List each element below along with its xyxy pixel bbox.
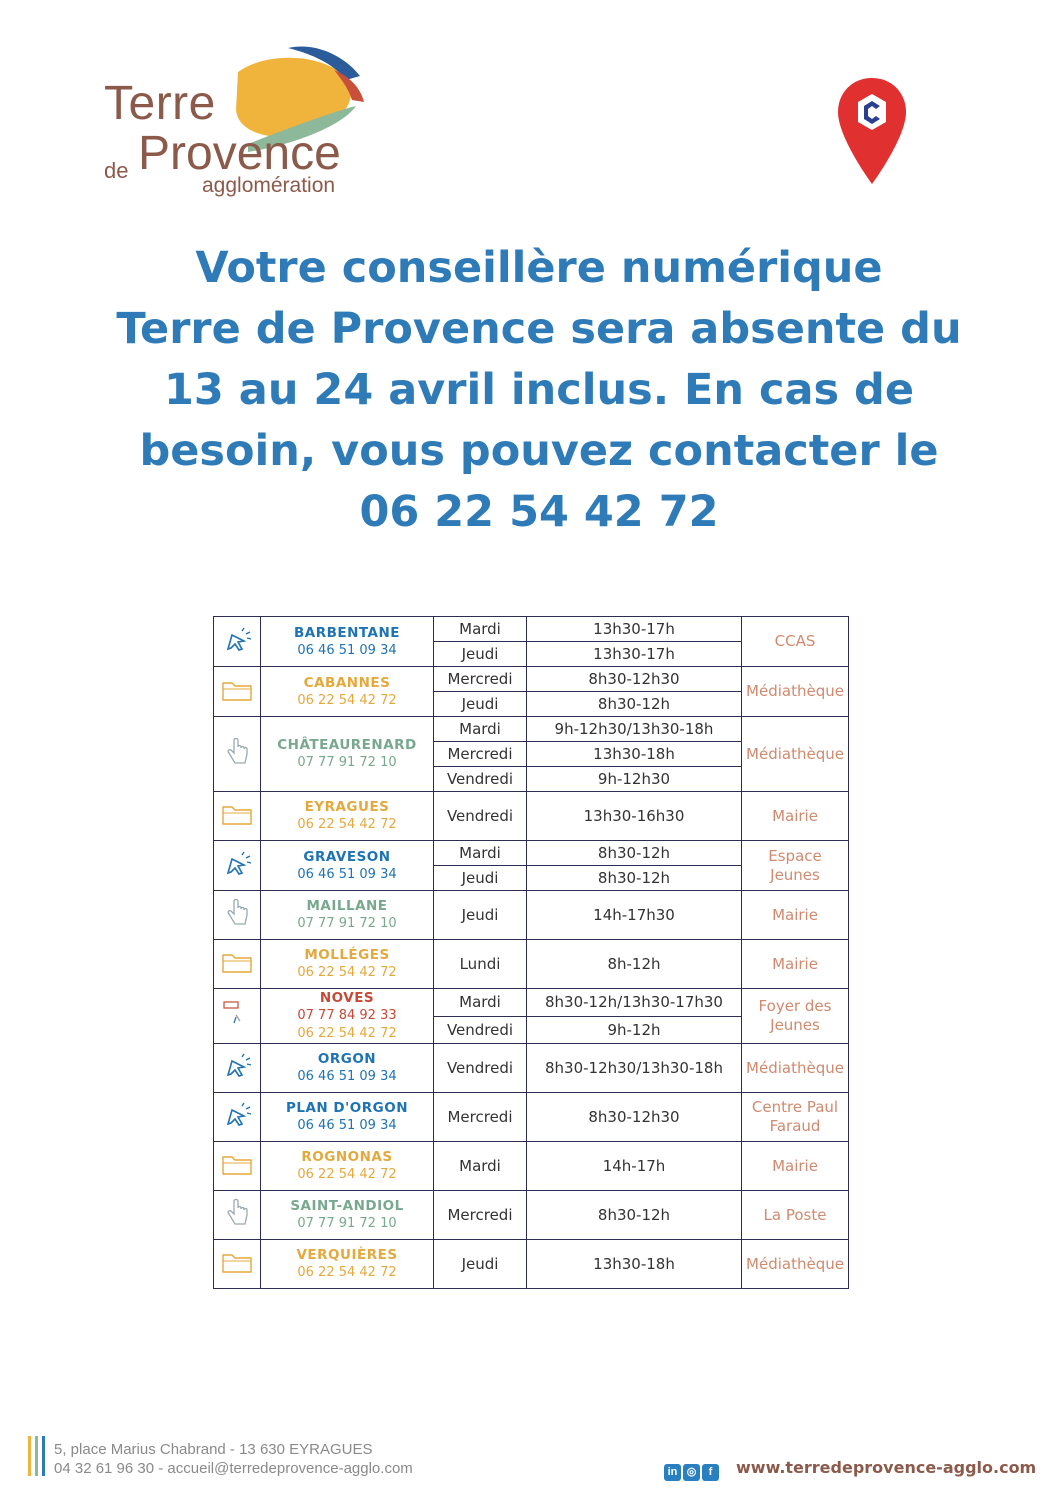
town-name: NOVES [319,990,375,1006]
location-cell: Médiathèque [742,717,849,792]
location-cell: Mairie [742,940,849,989]
town-icon-cell [214,1240,261,1289]
hours-cell: 9h-12h30 [527,767,742,792]
town-cell [261,792,434,841]
town-name: VERQUIÈRES [296,1247,398,1263]
footer-address: 5, place Marius Chabrand - 13 630 EYRAGUES [54,1441,373,1458]
town-name: CHÂTEAURENARD [277,737,417,753]
day-cell: Vendredi [434,792,527,841]
schedule-table [213,616,849,1289]
terre-de-provence-logo [98,40,408,200]
location-cell: Mairie [742,792,849,841]
town-name: ROGNONAS [301,1149,393,1165]
town-phone: 07 77 91 72 10 [297,916,397,931]
website-link[interactable]: www.terredeprovence-agglo.com [736,1458,1037,1477]
hours-cell: 9h-12h [527,1016,742,1044]
logo-provence: Provence [138,127,341,180]
table-row [214,841,849,866]
day-cell: Vendredi [434,1044,527,1093]
town-name: EYRAGUES [304,799,390,815]
town-phone: 06 22 54 42 72 [297,692,397,708]
table-row [214,717,849,742]
town-icon-cell [214,1093,261,1142]
location-cell: CCAS [742,617,849,667]
footer-bars-icon [26,1436,48,1476]
day-cell: Mercredi [434,1191,527,1240]
town-icon-cell [214,1191,261,1240]
town-cell [261,1093,434,1142]
hours-cell: 8h30-12h [527,692,742,717]
town-cell [261,891,434,940]
location-cell: Centre Paul Faraud [742,1093,849,1142]
town-phone: 06 22 54 42 72 [297,1265,397,1280]
location-cell: Mairie [742,891,849,940]
hours-cell: 8h30-12h/13h30-17h30 [527,989,742,1017]
day-cell: Mardi [434,989,527,1017]
logo-terre: Terre [104,77,216,130]
location-cell: Espace Jeunes [742,841,849,891]
town-name: CABANNES [303,674,391,691]
announcement-headline [60,238,1018,543]
location-cell: La Poste [742,1191,849,1240]
folder-icon [221,949,253,979]
day-cell: Jeudi [434,1240,527,1289]
town-icon-cell [214,1142,261,1191]
town-cell [261,667,434,717]
town-icon-cell [214,667,261,717]
day-cell: Lundi [434,940,527,989]
hours-cell: 13h30-17h [527,617,742,642]
town-cell [261,1044,434,1093]
instagram-icon[interactable]: ◎ [683,1464,700,1481]
headline-line: 13 au 24 avril inclus. En cas de [164,365,914,415]
town-cell [261,940,434,989]
footer-contact: 04 32 61 96 30 - accueil@terredeprovence-agglo.com [54,1460,413,1477]
hours-cell: 8h30-12h30 [527,1093,742,1142]
town-cell [261,989,434,1044]
folder-icon [221,1151,253,1181]
location-cell: Médiathèque [742,1240,849,1289]
logo-de: de [104,158,129,183]
town-icon-cell [214,940,261,989]
cursor-click-icon [222,627,252,657]
town-phone: 06 46 51 09 34 [297,866,397,882]
town-name: BARBENTANE [293,624,401,641]
folder-icon [221,801,253,831]
day-cell: Mardi [434,841,527,866]
town-phone: 06 22 54 42 72 [297,817,397,832]
town-icon-cell [214,989,261,1044]
table-row [214,940,849,989]
day-cell: Jeudi [434,642,527,667]
town-cell [261,1191,434,1240]
headline-line: Votre conseillère numérique [195,243,883,293]
town-icon-cell [214,841,261,891]
town-name: ORGON [317,1051,377,1067]
town-phone: 06 22 54 42 72 [297,1167,397,1182]
location-cell: Mairie [742,1142,849,1191]
day-cell: Mercredi [434,667,527,692]
cursor-click-icon [222,1053,252,1083]
hand-pointer-icon [223,1198,251,1232]
linkedin-icon[interactable]: in [664,1464,681,1481]
town-cell [261,1142,434,1191]
day-cell: Jeudi [434,891,527,940]
town-name: SAINT-ANDIOL [290,1198,404,1214]
hand-pointer-icon [223,898,251,932]
table-row [214,1240,849,1289]
day-cell: Mardi [434,717,527,742]
facebook-icon[interactable]: f [702,1464,719,1481]
town-name: MAILLANE [306,898,388,914]
town-cell [261,1240,434,1289]
table-row [214,1142,849,1191]
day-cell: Mercredi [434,742,527,767]
town-name: GRAVESON [303,848,391,865]
table-row [214,1093,849,1142]
hours-cell: 8h30-12h [527,866,742,891]
hours-cell: 13h30-17h [527,642,742,667]
town-cell [261,617,434,667]
table-row [214,1044,849,1093]
table-row [214,792,849,841]
day-cell: Vendredi [434,1016,527,1044]
hours-cell: 13h30-18h [527,742,742,767]
hours-cell: 9h-12h30/13h30-18h [527,717,742,742]
location-cell: Médiathèque [742,1044,849,1093]
town-phone: 07 77 84 92 33 [297,1008,397,1023]
town-name: PLAN D'ORGON [285,1100,408,1116]
hours-cell: 8h30-12h [527,1191,742,1240]
town-icon-cell [214,1044,261,1093]
table-row [214,1191,849,1240]
day-cell: Jeudi [434,692,527,717]
cursor-click-icon [222,1102,252,1132]
hours-cell: 8h30-12h [527,841,742,866]
town-phone: 06 46 51 09 34 [297,1118,397,1133]
town-icon-cell [214,617,261,667]
day-cell: Mardi [434,1142,527,1191]
day-cell: Mercredi [434,1093,527,1142]
town-phone: 06 46 51 09 34 [297,1069,397,1084]
town-phone: 07 77 91 72 10 [297,1216,397,1231]
hours-cell: 8h30-12h30 [527,667,742,692]
hours-cell: 14h-17h [527,1142,742,1191]
cursor-click-icon [222,851,252,881]
hand-pointer-icon [223,737,251,771]
headline-line: Terre de Provence sera absente du [116,304,962,354]
footer-address-block [54,1440,413,1478]
social-links [664,1460,721,1481]
headline-line: besoin, vous pouvez contacter le [139,426,939,476]
town-phone: 06 22 54 42 72 [297,965,397,980]
hours-cell: 8h30-12h30/13h30-18h [527,1044,742,1093]
hours-cell: 13h30-18h [527,1240,742,1289]
day-cell: Mardi [434,617,527,642]
location-cell: Foyer des Jeunes [742,989,849,1044]
table-row [214,989,849,1017]
day-cell: Jeudi [434,866,527,891]
hours-cell: 13h30-16h30 [527,792,742,841]
town-icon-cell [214,891,261,940]
town-icon-cell [214,717,261,792]
town-phone: 06 46 51 09 34 [297,642,397,658]
location-cell: Médiathèque [742,667,849,717]
town-phone-secondary: 06 22 54 42 72 [297,1026,397,1041]
table-row [214,617,849,642]
hours-cell: 8h-12h [527,940,742,989]
hours-cell: 14h-17h30 [527,891,742,940]
folder-icon [221,677,253,707]
town-cell [261,717,434,792]
multi-icon [222,999,252,1033]
town-icon-cell [214,792,261,841]
folder-icon [221,1249,253,1279]
map-pin-icon [836,76,908,186]
town-cell [261,841,434,891]
table-row [214,891,849,940]
headline-phone: 06 22 54 42 72 [359,487,719,537]
logo-agglomeration: agglomération [202,174,336,197]
town-phone: 07 77 91 72 10 [297,755,397,770]
table-row [214,667,849,692]
day-cell: Vendredi [434,767,527,792]
town-name: MOLLÉGES [304,947,390,963]
